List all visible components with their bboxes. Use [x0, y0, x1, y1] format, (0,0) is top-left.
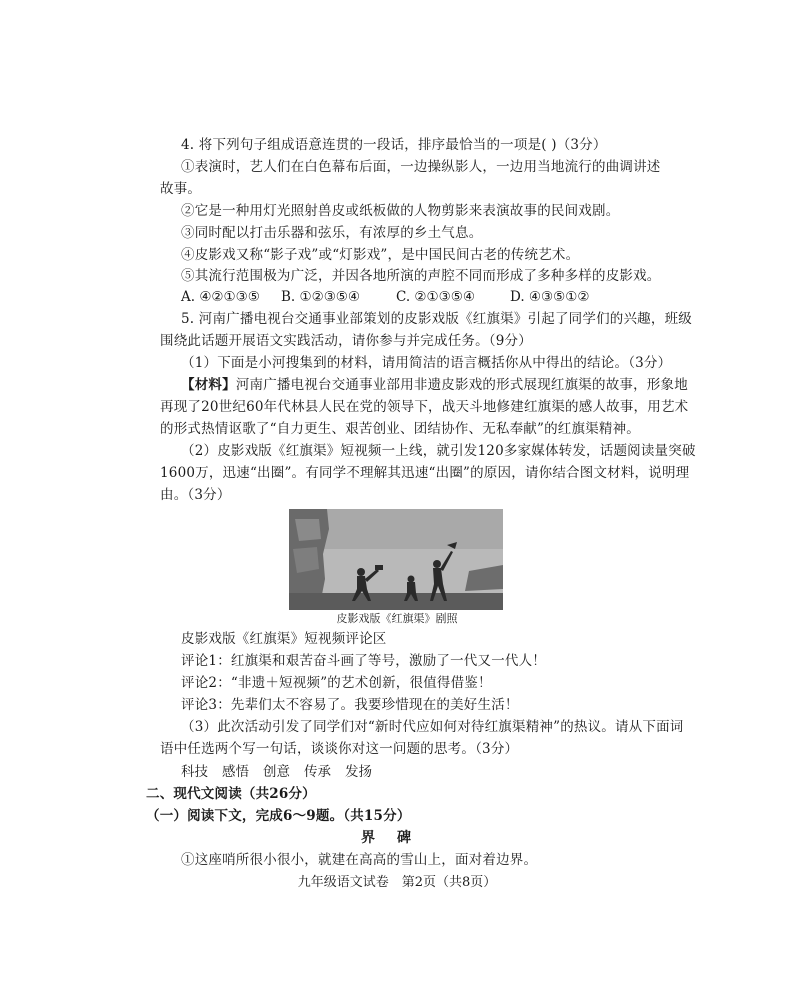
material-label: 【材料】: [181, 377, 236, 393]
q5-intro: 5. 河南广播电视台交通事业部策划的皮影戏版《红旗渠》引起了同学们的兴趣，班级: [181, 311, 692, 327]
comment-3: 评论3：先辈们太不容易了。我要珍惜现在的美好生活！: [181, 697, 519, 713]
q4-prompt: 4. 将下列句子组成语意连贯的一段话，排序最恰当的一项是( )（3分）: [181, 137, 607, 153]
q5-intro-cont: 围绕此话题开展语文实践活动，请你参与并完成任务。（9分）: [160, 333, 532, 349]
q5-part3-cont: 语中任选两个写一句话，谈谈你对这一问题的思考。（3分）: [160, 741, 519, 757]
q4-sentence-3: ③同时配以打击乐器和弦乐，有浓厚的乡土气息。: [181, 225, 483, 241]
q4-sentence-1: ①表演时，艺人们在白色幕布后面，一边操纵影人，一边用当地流行的曲调讲述: [181, 159, 661, 175]
q5-part1: （1）下面是小河搜集到的材料，请用简洁的语言概括你从中得出的结论。（3分）: [181, 355, 672, 371]
word-4: 传承: [304, 764, 331, 780]
q5-material-cont-1: 再现了20世纪60年代林县人民在党的领导下，战天斗地修建红旗渠的感人故事，用艺术: [160, 399, 689, 415]
word-1: 科技: [181, 764, 208, 780]
passage-title: 界碑: [361, 830, 433, 846]
q5-part2: （2）皮影戏版《红旗渠》短视频一上线，就引发120多家媒体转发，话题阅读量突破: [181, 443, 696, 459]
q5-material-cont-2: 的形式热情讴歌了“自力更生、艰苦创业、团结协作、无私奉献”的红旗渠精神。: [160, 421, 641, 437]
word-3: 创意: [263, 764, 290, 780]
word-choices: [181, 762, 386, 782]
q5-part3: （3）此次活动引发了同学们对“新时代应如何对待红旗渠精神”的热议。请从下面词: [181, 719, 684, 735]
word-2: 感悟: [222, 764, 249, 780]
option-d: D. ④③⑤①②: [510, 289, 590, 305]
comment-1: 评论1：红旗渠和艰苦奋斗画了等号，激励了一代又一代人！: [181, 653, 546, 669]
option-a: A. ④②①③⑤: [181, 289, 260, 305]
q5-part2-cont-2: 由。（3分）: [160, 487, 231, 503]
comment-section-title: 皮影戏版《红旗渠》短视频评论区: [181, 631, 387, 647]
q4-options: [181, 287, 589, 307]
q4-sentence-2: ②它是一种用灯光照射兽皮或纸板做的人物剪影来表演故事的民间戏剧。: [181, 203, 620, 219]
material-text: 河南广播电视台交通事业部用非遗皮影戏的形式展现红旗渠的故事，形象地: [235, 377, 688, 393]
section-2-subheading: （一）阅读下文，完成6～9题。（共15分）: [146, 808, 411, 824]
q5-material: [181, 375, 688, 395]
option-c: C. ②①③⑤④: [396, 289, 475, 305]
passage-para-1: ①这座哨所很小很小，就建在高高的雪山上，面对着边界。: [181, 852, 538, 868]
section-2-heading: 二、现代文阅读（共26分）: [146, 786, 316, 802]
photo-caption: 皮影戏版《红旗渠》剧照: [336, 612, 458, 625]
word-5: 发扬: [345, 764, 372, 780]
shadow-play-photo: [289, 509, 503, 610]
option-b: B. ①②③⑤④: [281, 289, 361, 305]
q4-sentence-1-cont: 故事。: [160, 181, 202, 197]
q4-sentence-4: ④皮影戏又称“影子戏”或“灯影戏”，是中国民间古老的传统艺术。: [181, 247, 580, 263]
page-footer: 九年级语文试卷 第2页（共8页）: [297, 875, 497, 890]
q5-part2-cont: 1600万，迅速“出圈”。有同学不理解其迅速“出圈”的原因，请你结合图文材料，说明理: [160, 465, 690, 481]
comment-2: 评论2：“非遗＋短视频”的艺术创新，很值得借鉴！: [181, 675, 492, 691]
q4-sentence-5: ⑤其流行范围极为广泛，并因各地所演的声腔不同而形成了多种多样的皮影戏。: [181, 268, 661, 284]
